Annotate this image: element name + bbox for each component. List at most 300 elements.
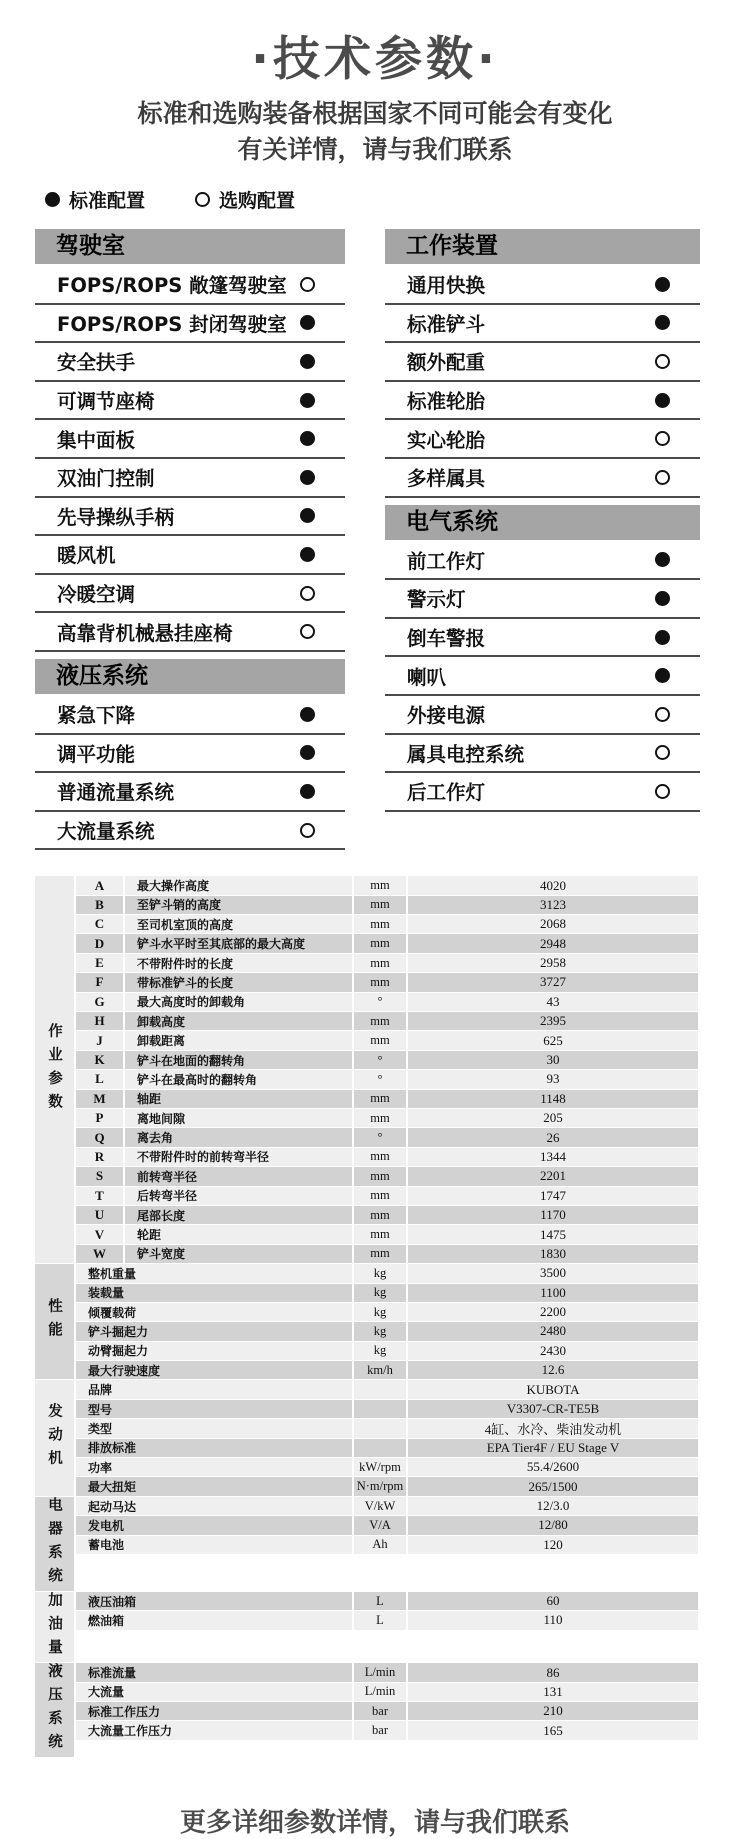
spec-value: 26 xyxy=(408,1128,698,1146)
spec-value: 1475 xyxy=(408,1225,698,1243)
spec-unit: mm xyxy=(354,1206,406,1224)
spec-value: 625 xyxy=(408,1031,698,1049)
spec-label: 轮距 xyxy=(125,1225,352,1243)
spec-row xyxy=(76,896,698,914)
spec-value: 1830 xyxy=(408,1245,698,1263)
feature-row xyxy=(385,266,700,305)
spec-value: 4缸、水冷、柴油发动机 xyxy=(408,1419,698,1437)
spec-unit: mm xyxy=(354,896,406,914)
spec-unit: mm xyxy=(354,934,406,952)
spec-label: 不带附件时的前转弯半径 xyxy=(125,1148,352,1166)
spec-value: 30 xyxy=(408,1051,698,1069)
optional-dot-icon xyxy=(300,823,315,838)
spec-label: 最大高度时的卸载角 xyxy=(125,993,352,1011)
standard-dot-icon xyxy=(655,277,670,292)
spec-label: 卸载距离 xyxy=(125,1031,352,1049)
spec-unit: bar xyxy=(354,1702,406,1720)
feature-label: FOPS/ROPS 敞篷驾驶室 xyxy=(57,274,287,298)
spec-unit: kg xyxy=(354,1342,406,1360)
legend xyxy=(45,186,750,213)
feature-label: 暖风机 xyxy=(57,544,116,568)
spec-row xyxy=(76,1342,698,1360)
spec-label: 动臂掘起力 xyxy=(76,1342,352,1360)
feature-lists xyxy=(35,229,750,850)
optional-dot-icon xyxy=(300,277,315,292)
spec-row xyxy=(76,1264,698,1282)
feature-row xyxy=(35,420,345,459)
table-section xyxy=(35,1592,698,1664)
spec-row xyxy=(76,1497,698,1515)
table-section-label: 发动机 xyxy=(35,1380,74,1495)
spec-row xyxy=(76,1187,698,1205)
spec-key: F xyxy=(76,973,123,991)
spec-key: S xyxy=(76,1167,123,1185)
standard-dot-icon xyxy=(45,192,60,207)
section-header: 电气系统 xyxy=(385,505,700,540)
spec-row xyxy=(76,915,698,933)
table-section-label: 作业参数 xyxy=(35,876,74,1263)
spec-value: 93 xyxy=(408,1070,698,1088)
spec-row xyxy=(76,1592,698,1610)
optional-dot-icon xyxy=(655,784,670,799)
spec-unit: Ah xyxy=(354,1536,406,1554)
table-section-rows xyxy=(76,1264,698,1380)
spec-unit: mm xyxy=(354,1225,406,1243)
spec-value: 110 xyxy=(408,1611,698,1629)
feature-row xyxy=(35,735,345,774)
standard-dot-icon xyxy=(655,393,670,408)
spec-unit: ° xyxy=(354,1051,406,1069)
subtitle-line-2: 有关详情，请与我们联系 xyxy=(237,135,513,164)
feature-row xyxy=(385,459,700,498)
section-header: 驾驶室 xyxy=(35,229,345,264)
spec-row xyxy=(76,1663,698,1681)
spec-unit: mm xyxy=(354,954,406,972)
feature-label: 喇叭 xyxy=(407,665,447,689)
spec-row xyxy=(76,876,698,894)
optional-dot-icon xyxy=(300,624,315,639)
standard-dot-icon xyxy=(655,315,670,330)
spec-unit: mm xyxy=(354,1109,406,1127)
spec-row xyxy=(76,1031,698,1049)
spec-label: 功率 xyxy=(76,1458,352,1476)
spec-value: 86 xyxy=(408,1663,698,1681)
table-section-rows xyxy=(76,1497,698,1592)
spec-label: 轴距 xyxy=(125,1090,352,1108)
spec-label: 离地间隙 xyxy=(125,1109,352,1127)
optional-dot-icon xyxy=(655,431,670,446)
spec-key: T xyxy=(76,1187,123,1205)
page-title: ·技术参数· xyxy=(251,32,499,87)
spec-value: 1148 xyxy=(408,1090,698,1108)
spec-row xyxy=(76,1070,698,1088)
spec-unit: V/kW xyxy=(354,1497,406,1515)
feature-label: 冷暖空调 xyxy=(57,583,136,607)
spec-key: K xyxy=(76,1051,123,1069)
feature-label: 倒车警报 xyxy=(407,627,486,651)
spec-row xyxy=(76,1400,698,1418)
spec-key: W xyxy=(76,1245,123,1263)
feature-row xyxy=(35,459,345,498)
spec-label: 品牌 xyxy=(76,1380,352,1398)
spec-label: 铲斗水平时至其底部的最大高度 xyxy=(125,934,352,952)
table-section-label: 电器系统 xyxy=(35,1497,74,1591)
spec-value: 3500 xyxy=(408,1264,698,1282)
spec-label: 型号 xyxy=(76,1400,352,1418)
feature-label: 大流量系统 xyxy=(57,820,155,844)
spec-unit: mm xyxy=(354,1245,406,1263)
spec-value: EPA Tier4F / EU Stage V xyxy=(408,1439,698,1457)
spec-key: R xyxy=(76,1148,123,1166)
feature-row xyxy=(35,773,345,812)
spec-row xyxy=(76,1012,698,1030)
feature-label: 属具电控系统 xyxy=(407,742,525,766)
spec-row xyxy=(76,1516,698,1534)
optional-dot-icon xyxy=(655,707,670,722)
spec-key: P xyxy=(76,1109,123,1127)
table-section xyxy=(35,1380,698,1496)
spec-label: 最大扭矩 xyxy=(76,1477,352,1495)
feature-row xyxy=(385,773,700,812)
spec-label: 装载量 xyxy=(76,1284,352,1302)
spec-value: 55.4/2600 xyxy=(408,1458,698,1476)
standard-dot-icon xyxy=(655,630,670,645)
standard-dot-icon xyxy=(300,745,315,760)
optional-dot-icon xyxy=(655,354,670,369)
spec-label: 整机重量 xyxy=(76,1264,352,1282)
spec-value: 120 xyxy=(408,1536,698,1554)
spec-unit: kg xyxy=(354,1303,406,1321)
spec-label: 类型 xyxy=(76,1419,352,1437)
table-section-rows xyxy=(76,876,698,1264)
spec-value: 4020 xyxy=(408,876,698,894)
spec-value: 60 xyxy=(408,1592,698,1610)
spec-value: 1747 xyxy=(408,1187,698,1205)
spec-label: 铲斗在最高时的翻转角 xyxy=(125,1070,352,1088)
spec-unit: mm xyxy=(354,973,406,991)
standard-dot-icon xyxy=(300,354,315,369)
feature-row xyxy=(385,696,700,735)
feature-row xyxy=(35,382,345,421)
table-section xyxy=(35,1663,698,1758)
legend-optional xyxy=(195,186,295,213)
spec-row xyxy=(76,1148,698,1166)
feature-row xyxy=(35,498,345,537)
section-header: 工作装置 xyxy=(385,229,700,264)
spec-unit: kg xyxy=(354,1322,406,1340)
spec-unit: L xyxy=(354,1592,406,1610)
spec-row xyxy=(76,1051,698,1069)
feature-label: 普通流量系统 xyxy=(57,781,175,805)
spec-key: Q xyxy=(76,1128,123,1146)
feature-row xyxy=(35,812,345,851)
spec-unit xyxy=(354,1400,406,1418)
spec-unit: mm xyxy=(354,1012,406,1030)
feature-row xyxy=(35,613,345,652)
feature-label: 通用快换 xyxy=(407,274,486,298)
feature-row xyxy=(35,536,345,575)
standard-dot-icon xyxy=(300,784,315,799)
spec-value: 2948 xyxy=(408,934,698,952)
spec-row xyxy=(76,1167,698,1185)
feature-label: 标准轮胎 xyxy=(407,390,486,414)
optional-dot-icon xyxy=(655,470,670,485)
feature-label: 前工作灯 xyxy=(407,549,486,573)
spec-row xyxy=(76,1109,698,1127)
spec-row xyxy=(76,1702,698,1720)
optional-dot-icon xyxy=(195,192,210,207)
spec-value: KUBOTA xyxy=(408,1380,698,1398)
standard-dot-icon xyxy=(300,315,315,330)
spec-row xyxy=(76,1439,698,1457)
spec-key: G xyxy=(76,993,123,1011)
spec-label: 大流量工作压力 xyxy=(76,1721,352,1739)
feature-label: 安全扶手 xyxy=(57,351,136,375)
spec-value: 3727 xyxy=(408,973,698,991)
feature-row xyxy=(385,619,700,658)
spec-unit: ° xyxy=(354,1128,406,1146)
feature-column-right xyxy=(385,229,700,850)
feature-label: 调平功能 xyxy=(57,742,136,766)
optional-dot-icon xyxy=(300,586,315,601)
spec-unit: mm xyxy=(354,1167,406,1185)
spec-label: 燃油箱 xyxy=(76,1611,352,1629)
optional-dot-icon xyxy=(655,745,670,760)
spec-unit: mm xyxy=(354,1187,406,1205)
spec-row xyxy=(76,1128,698,1146)
spec-row xyxy=(76,1303,698,1321)
spec-label: 不带附件时的长度 xyxy=(125,954,352,972)
spec-unit: mm xyxy=(354,876,406,894)
spec-row xyxy=(76,1683,698,1701)
table-section xyxy=(35,876,698,1264)
spec-unit: mm xyxy=(354,1148,406,1166)
standard-dot-icon xyxy=(655,668,670,683)
spec-value: 2201 xyxy=(408,1167,698,1185)
legend-standard-label: 标准配置 xyxy=(69,190,146,212)
legend-standard xyxy=(45,186,145,213)
feature-row xyxy=(385,735,700,774)
spec-value: 265/1500 xyxy=(408,1477,698,1495)
spec-row xyxy=(76,1419,698,1437)
feature-label: 警示灯 xyxy=(407,588,466,612)
spec-key: V xyxy=(76,1225,123,1243)
spec-value: 2395 xyxy=(408,1012,698,1030)
feature-row xyxy=(385,382,700,421)
spec-label: 蓄电池 xyxy=(76,1536,352,1554)
spec-label: 最大行驶速度 xyxy=(76,1361,352,1379)
spec-row xyxy=(76,1090,698,1108)
feature-label: 多样属具 xyxy=(407,467,486,491)
spec-unit: ° xyxy=(354,1070,406,1088)
spec-label: 铲斗宽度 xyxy=(125,1245,352,1263)
spec-unit: mm xyxy=(354,915,406,933)
spec-value: 2200 xyxy=(408,1303,698,1321)
spec-value: 165 xyxy=(408,1721,698,1739)
spec-value: 2480 xyxy=(408,1322,698,1340)
footer-note: 更多详细参数详情，请与我们联系 xyxy=(179,1808,570,1839)
spec-value: 2958 xyxy=(408,954,698,972)
spec-row xyxy=(76,1536,698,1554)
spec-row xyxy=(76,954,698,972)
spec-value: 12/80 xyxy=(408,1516,698,1534)
spec-key: M xyxy=(76,1090,123,1108)
spec-value: 205 xyxy=(408,1109,698,1127)
spec-key: D xyxy=(76,934,123,952)
spec-label: 液压油箱 xyxy=(76,1592,352,1610)
feature-row xyxy=(385,343,700,382)
spec-label: 离去角 xyxy=(125,1128,352,1146)
feature-label: FOPS/ROPS 封闭驾驶室 xyxy=(57,312,287,336)
feature-row xyxy=(35,305,345,344)
feature-row xyxy=(385,580,700,619)
spec-label: 大流量 xyxy=(76,1683,352,1701)
table-section-label: 加油量 xyxy=(35,1592,74,1663)
spec-unit xyxy=(354,1419,406,1437)
spec-label: 倾覆载荷 xyxy=(76,1303,352,1321)
feature-row xyxy=(35,696,345,735)
spec-label: 铲斗在地面的翻转角 xyxy=(125,1051,352,1069)
spec-row xyxy=(76,993,698,1011)
feature-column-left xyxy=(35,229,345,850)
subtitle-line-1: 标准和选购装备根据国家不同可能会有变化 xyxy=(137,99,613,128)
table-section-rows xyxy=(76,1663,698,1758)
table-section-label: 性能 xyxy=(35,1264,74,1379)
spec-row xyxy=(76,1611,698,1629)
spec-unit: kg xyxy=(354,1284,406,1302)
table-section xyxy=(35,1264,698,1380)
spec-label: 标准工作压力 xyxy=(76,1702,352,1720)
spec-label: 起动马达 xyxy=(76,1497,352,1515)
spec-label: 标准流量 xyxy=(76,1663,352,1681)
spec-unit: mm xyxy=(354,1031,406,1049)
spec-label: 至铲斗销的高度 xyxy=(125,896,352,914)
standard-dot-icon xyxy=(300,431,315,446)
spec-label: 铲斗掘起力 xyxy=(76,1322,352,1340)
feature-row xyxy=(385,657,700,696)
spec-key: E xyxy=(76,954,123,972)
feature-label: 先导操纵手柄 xyxy=(57,505,175,529)
spec-value: 12/3.0 xyxy=(408,1497,698,1515)
feature-row xyxy=(35,343,345,382)
spec-key: J xyxy=(76,1031,123,1049)
section-header: 液压系统 xyxy=(35,659,345,694)
feature-label: 标准铲斗 xyxy=(407,312,486,336)
spec-row xyxy=(76,1245,698,1263)
spec-key: H xyxy=(76,1012,123,1030)
standard-dot-icon xyxy=(655,591,670,606)
spec-unit: km/h xyxy=(354,1361,406,1379)
spec-value: 131 xyxy=(408,1683,698,1701)
table-section-rows xyxy=(76,1592,698,1664)
feature-label: 外接电源 xyxy=(407,704,486,728)
spec-key: A xyxy=(76,876,123,894)
spec-unit: bar xyxy=(354,1721,406,1739)
standard-dot-icon xyxy=(300,508,315,523)
spec-label: 发电机 xyxy=(76,1516,352,1534)
feature-label: 高靠背机械悬挂座椅 xyxy=(57,621,233,645)
spec-row xyxy=(76,1284,698,1302)
feature-label: 后工作灯 xyxy=(407,781,486,805)
spec-label: 至司机室顶的高度 xyxy=(125,915,352,933)
spec-row xyxy=(76,1225,698,1243)
spec-unit: N·m/rpm xyxy=(354,1477,406,1495)
standard-dot-icon xyxy=(300,547,315,562)
spec-value: 1344 xyxy=(408,1148,698,1166)
feature-label: 额外配重 xyxy=(407,351,486,375)
spec-key: B xyxy=(76,896,123,914)
spec-label: 最大操作高度 xyxy=(125,876,352,894)
spec-label: 带标准铲斗的长度 xyxy=(125,973,352,991)
spec-unit: L/min xyxy=(354,1683,406,1701)
feature-row xyxy=(385,542,700,581)
spec-value: 12.6 xyxy=(408,1361,698,1379)
spec-label: 排放标准 xyxy=(76,1439,352,1457)
spec-label: 卸载高度 xyxy=(125,1012,352,1030)
spec-unit xyxy=(354,1380,406,1398)
spec-label: 前转弯半径 xyxy=(125,1167,352,1185)
feature-label: 紧急下降 xyxy=(57,704,136,728)
standard-dot-icon xyxy=(300,470,315,485)
spec-value: 3123 xyxy=(408,896,698,914)
spec-value: 2068 xyxy=(408,915,698,933)
spec-label: 后转弯半径 xyxy=(125,1187,352,1205)
standard-dot-icon xyxy=(300,707,315,722)
spec-row xyxy=(76,1477,698,1495)
spec-unit: kW/rpm xyxy=(354,1458,406,1476)
feature-row xyxy=(35,266,345,305)
spec-unit: kg xyxy=(354,1264,406,1282)
spec-row xyxy=(76,1206,698,1224)
spec-row xyxy=(76,1721,698,1739)
feature-label: 集中面板 xyxy=(57,428,136,452)
spec-table xyxy=(35,876,698,1758)
standard-dot-icon xyxy=(300,393,315,408)
legend-optional-label: 选购配置 xyxy=(219,190,296,212)
feature-row xyxy=(35,575,345,614)
spec-row xyxy=(76,973,698,991)
table-section xyxy=(35,1497,698,1592)
spec-key: U xyxy=(76,1206,123,1224)
feature-label: 可调节座椅 xyxy=(57,390,155,414)
spec-value: V3307-CR-TE5B xyxy=(408,1400,698,1418)
spec-key: C xyxy=(76,915,123,933)
table-section-rows xyxy=(76,1380,698,1496)
spec-unit: L/min xyxy=(354,1663,406,1681)
spec-unit: V/A xyxy=(354,1516,406,1534)
spec-value: 210 xyxy=(408,1702,698,1720)
spec-row xyxy=(76,934,698,952)
table-section-label: 液压系统 xyxy=(35,1663,74,1757)
spec-unit: ° xyxy=(354,993,406,1011)
standard-dot-icon xyxy=(655,552,670,567)
spec-value: 43 xyxy=(408,993,698,1011)
spec-row xyxy=(76,1380,698,1398)
feature-label: 双油门控制 xyxy=(57,467,155,491)
feature-row xyxy=(385,420,700,459)
feature-label: 实心轮胎 xyxy=(407,428,486,452)
spec-key: L xyxy=(76,1070,123,1088)
spec-row xyxy=(76,1322,698,1340)
feature-row xyxy=(385,305,700,344)
spec-unit xyxy=(354,1439,406,1457)
spec-value: 1100 xyxy=(408,1284,698,1302)
spec-unit: mm xyxy=(354,1090,406,1108)
spec-row xyxy=(76,1458,698,1476)
spec-value: 2430 xyxy=(408,1342,698,1360)
spec-unit: L xyxy=(354,1611,406,1629)
spec-row xyxy=(76,1361,698,1379)
